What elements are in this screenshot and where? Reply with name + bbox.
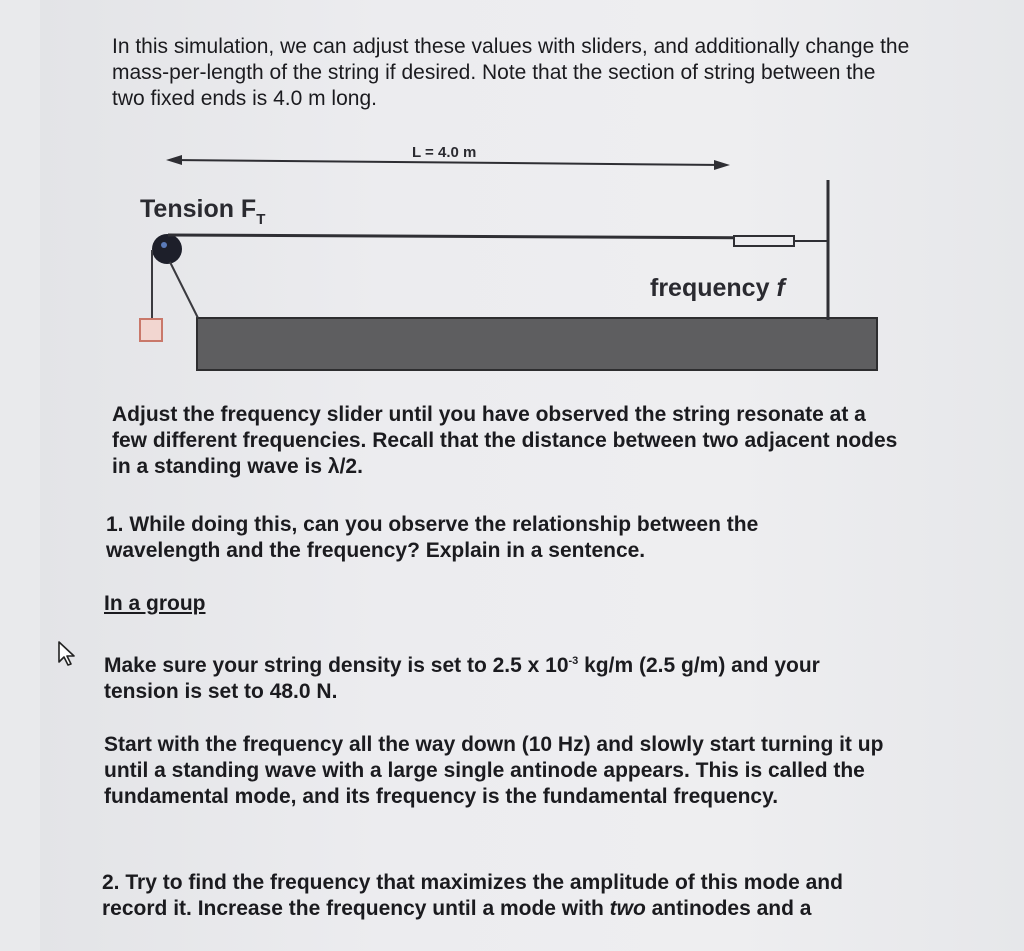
density-instruction: Make sure your string density is set to 2.5 x $10^{-3}$ kg/m (2.5 g/m) and your tension is set to 48.0 N. <box>104 654 820 703</box>
string <box>168 235 790 238</box>
adjust-paragraph: Adjust the frequency slider until you have observed the string resonate at a few different frequencies. Recall that the distance between two adjacent nodes in a standing wave is λ/2. <box>112 403 898 478</box>
question-1: 1. While doing this, can you observe the relationship between the wavelength and the frequency? Explain in a sentence. <box>106 513 759 562</box>
mouse-cursor-icon <box>56 640 78 666</box>
pulley-icon <box>152 234 182 264</box>
question-2: 2. Try to find the frequency that maximizes the amplitude of this mode and record it. Increase the frequency until a mode with two antinodes and a <box>102 871 843 920</box>
weight-icon <box>140 319 162 341</box>
frequency-label: frequency f <box>650 274 785 302</box>
intro-paragraph: In this simulation, we can adjust these values with sliders, and additionally change the mass-per-length of the string if desired. Note that the section of string between the two fixed ends is 4.0 m long. <box>112 35 910 110</box>
length-label: L = 4.0 m <box>412 144 477 161</box>
group-heading: In a group <box>104 592 206 615</box>
start-paragraph: Start with the frequency all the way down (10 Hz) and slowly start turning it up until a standing wave with a large single antinode appears. This is called the fundamental mode, and its frequency is the fundamental frequency. <box>104 733 884 808</box>
tension-label: Tension $F_T$ <box>140 195 266 228</box>
base-block <box>197 318 877 370</box>
